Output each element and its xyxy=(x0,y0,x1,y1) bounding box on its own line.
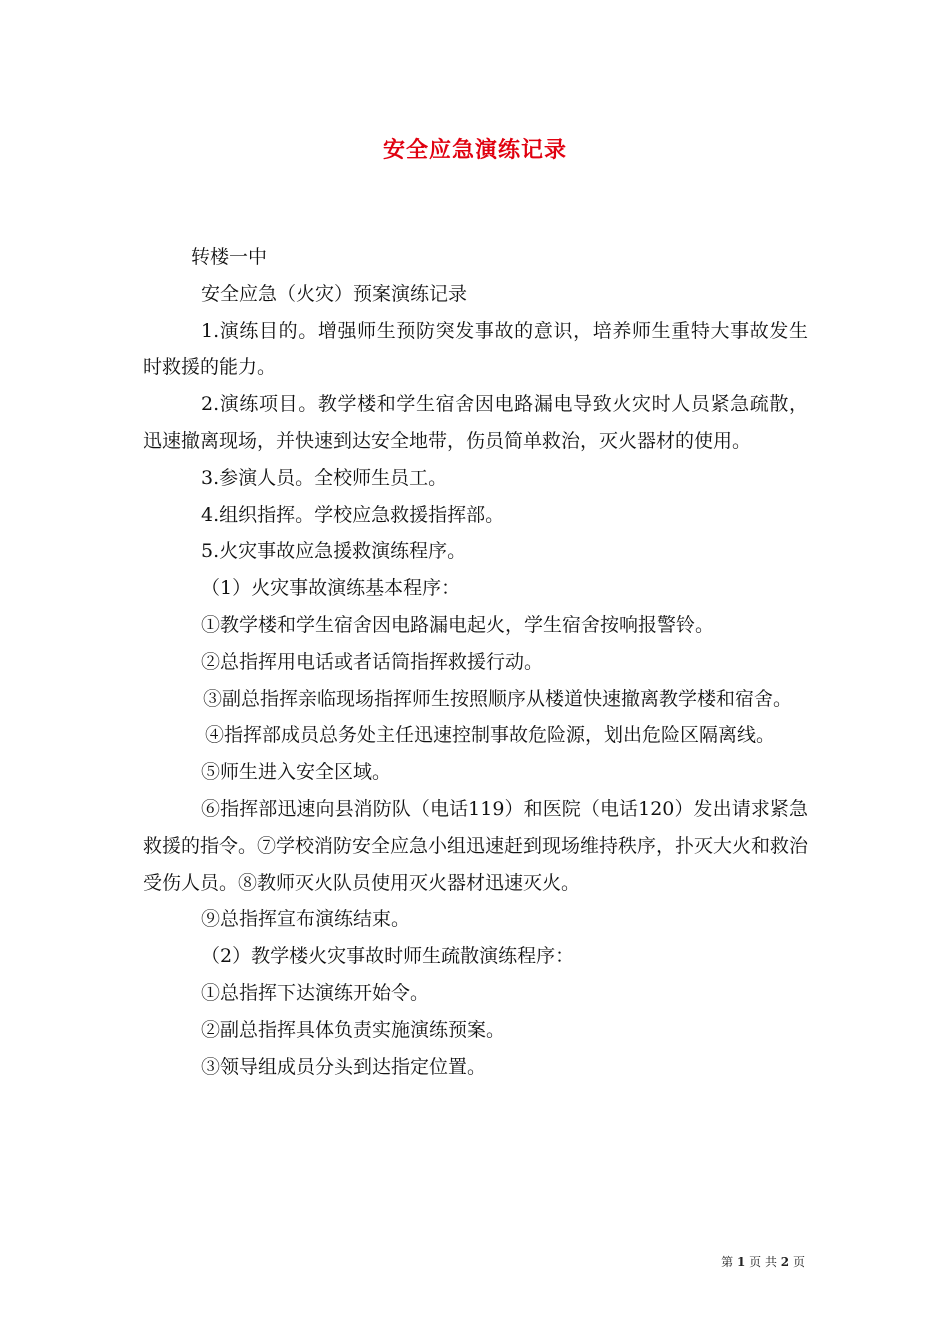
paragraph-step-9: ⑨总指挥宣布演练结束。 xyxy=(201,908,411,931)
paragraph-step-4: ④指挥部成员总务处主任迅速控制事故危险源，划出危险区隔离线。 xyxy=(205,724,776,747)
paragraph-section-1: （1）火灾事故演练基本程序： xyxy=(201,577,461,600)
paragraph-school-name: 转楼一中 xyxy=(191,246,268,268)
paragraph-item-2: 2.演练项目。教学楼和学生宿舍因电路漏电导致火灾时人员紧急疏散，迅速撤离现场，并快速到达安全地带，伤员简单救治，灭火器材的使用。 xyxy=(143,393,808,452)
paragraph-step-1: ①教学楼和学生宿舍因电路漏电起火，学生宿舍按响报警铃。 xyxy=(201,613,715,636)
paragraph-evac-step-2: ②副总指挥具体负责实施演练预案。 xyxy=(201,1018,506,1041)
footer-middle: 页 共 xyxy=(749,1255,777,1269)
footer-prefix: 第 xyxy=(721,1255,734,1269)
document-body xyxy=(143,239,808,1085)
paragraph-item-1: 1.演练目的。增强师生预防突发事故的意识，培养师生重特大事故发生时救援的能力。 xyxy=(143,319,808,379)
paragraph-step-5: ⑤师生进入安全区域。 xyxy=(201,761,392,784)
paragraph-evac-step-1: ①总指挥下达演练开始令。 xyxy=(201,981,430,1004)
footer-suffix: 页 xyxy=(792,1255,805,1269)
paragraph-section-2: （2）教学楼火灾事故时师生疏散演练程序： xyxy=(201,945,575,968)
paragraph-step-2: ②总指挥用电话或者话筒指挥救援行动。 xyxy=(201,650,544,673)
paragraph-step-3: ③副总指挥亲临现场指挥师生按照顺序从楼道快速撤离教学楼和宿舍。 xyxy=(203,687,793,710)
page-footer xyxy=(0,1253,805,1271)
paragraph-item-3: 3.参演人员。全校师生员工。 xyxy=(201,466,448,489)
paragraph-item-4: 4.组织指挥。学校应急救援指挥部。 xyxy=(201,503,505,526)
footer-page-number: 1 xyxy=(736,1255,746,1269)
paragraph-step-6-8: ⑥指挥部迅速向县消防队（电话119）和医院（电话120）发出请求紧急救援的指令。⑦学校消防安全应急小组迅速赶到现场维持秩序，扑灭大火和救治受伤人员。⑧教师灭火队员使用灭火器材迅速灭火。 xyxy=(143,797,809,894)
paragraph-subtitle: 安全应急（火灾）预案演练记录 xyxy=(201,282,468,305)
paragraph-evac-step-3: ③领导组成员分头到达指定位置。 xyxy=(201,1055,487,1078)
paragraph-item-5: 5.火灾事故应急援救演练程序。 xyxy=(201,540,467,563)
page-title: 安全应急演练记录 xyxy=(382,137,567,163)
footer-total-pages: 2 xyxy=(780,1255,790,1269)
